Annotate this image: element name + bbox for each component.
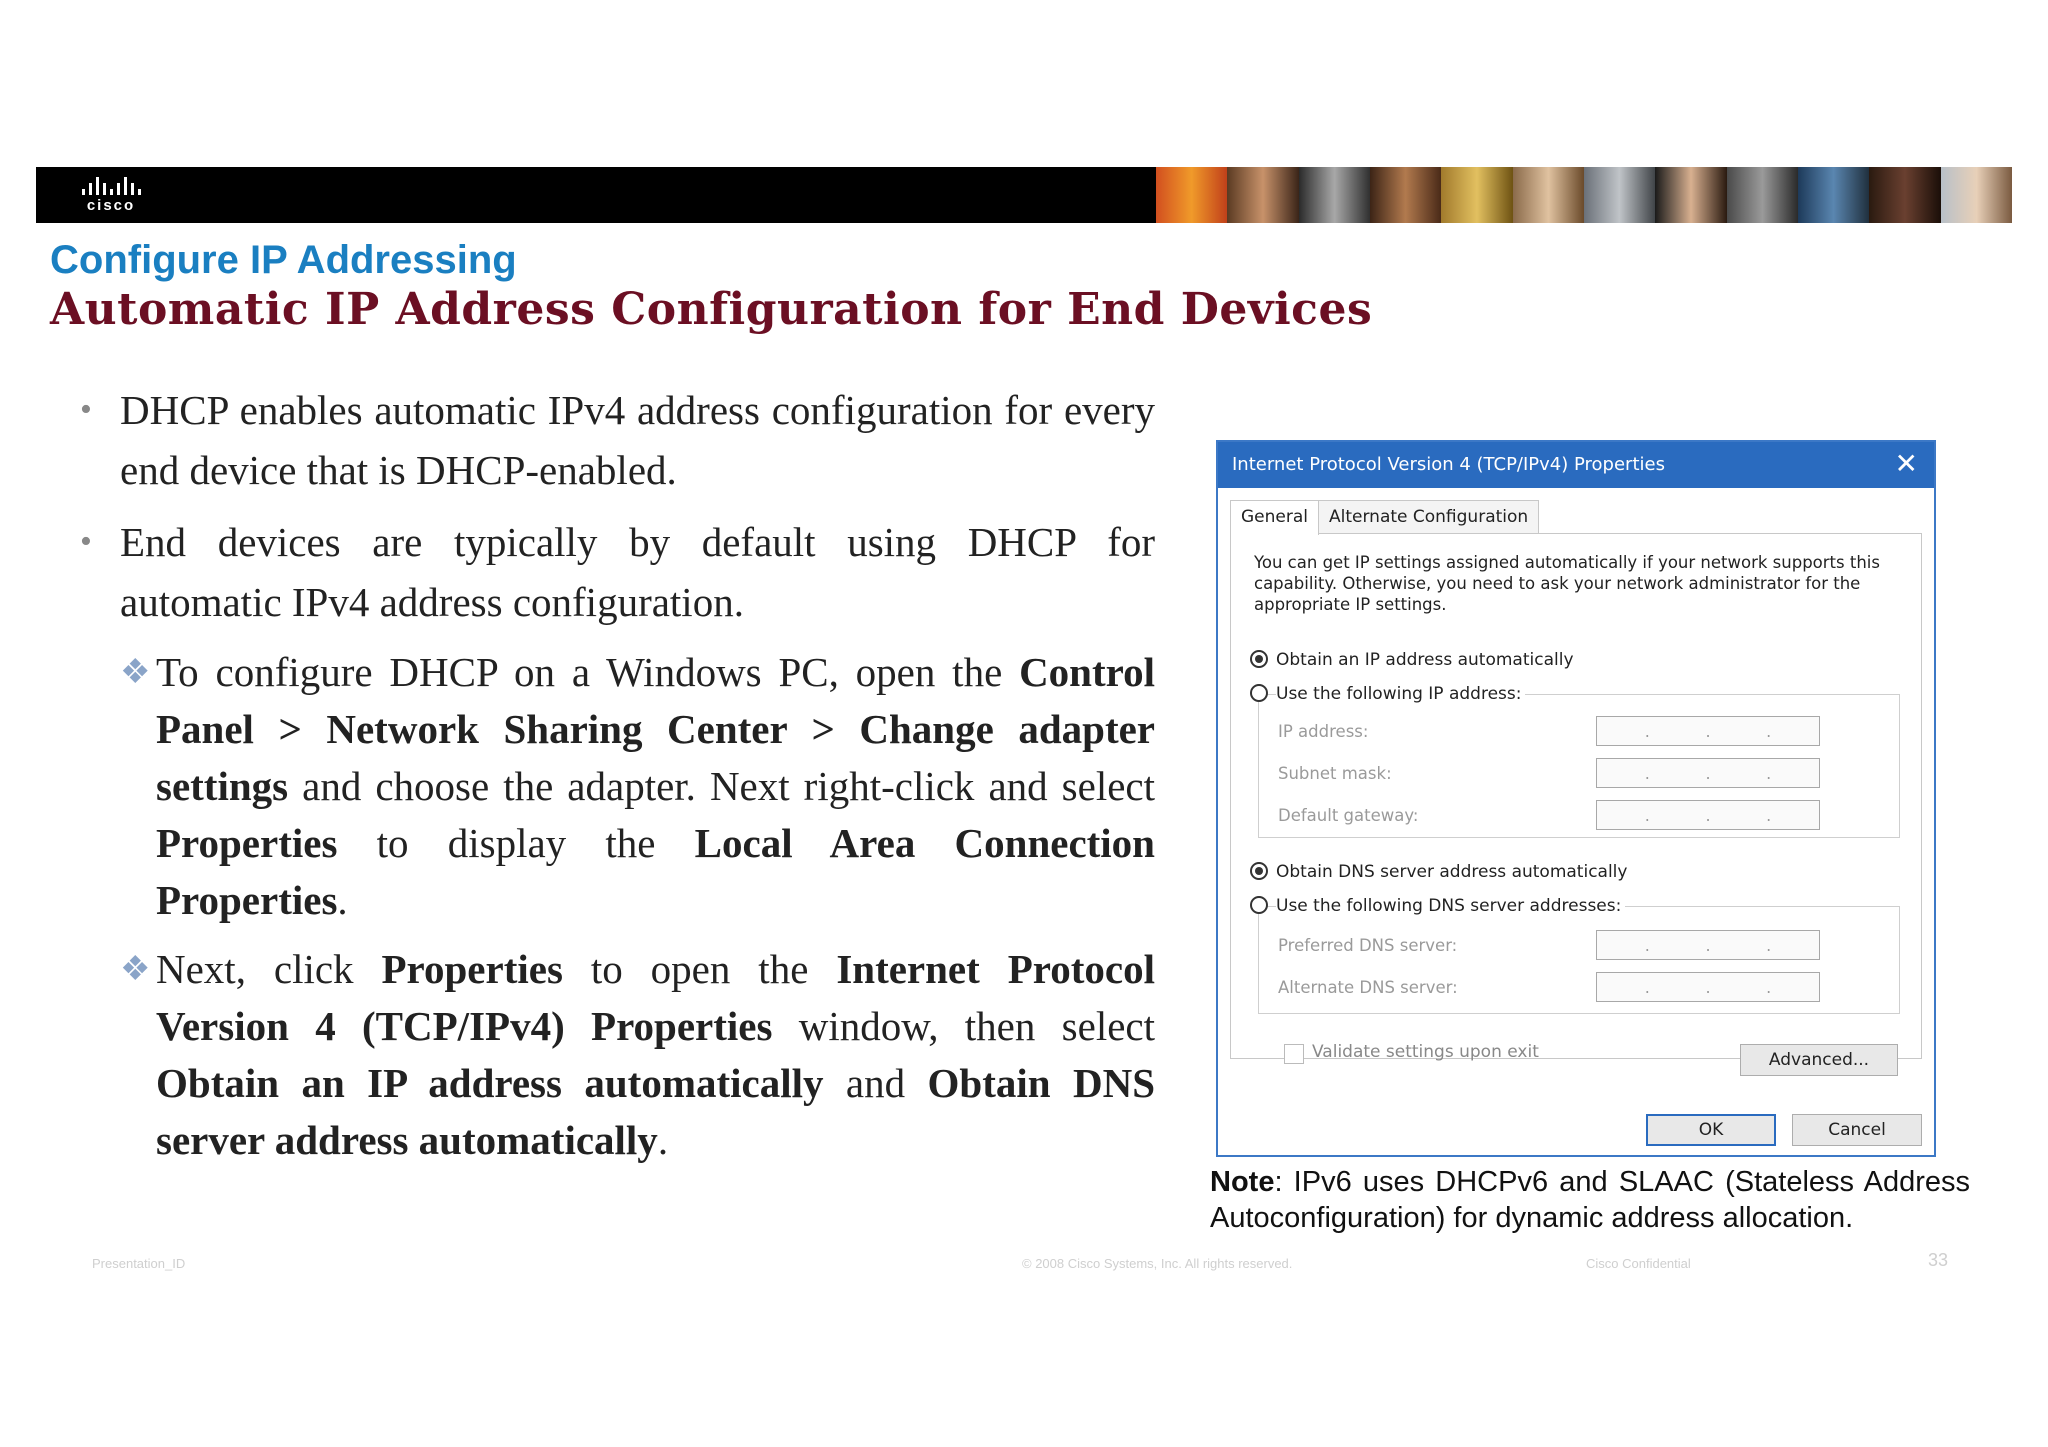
- radio-unchecked-icon[interactable]: [1250, 684, 1268, 702]
- slide-title: Automatic IP Address Configuration for End Devices: [50, 284, 1373, 335]
- radio-obtain-dns-auto[interactable]: Obtain DNS server address automatically: [1276, 860, 1627, 884]
- preferred-dns-label: Preferred DNS server:: [1278, 936, 1458, 955]
- ip-address-label: IP address:: [1278, 722, 1369, 741]
- ipv6-note: [1210, 1164, 1970, 1236]
- ipv4-properties-dialog: [1216, 440, 1936, 1157]
- bullet-dot-icon: •: [80, 391, 92, 428]
- bullet-item: [80, 380, 1155, 500]
- bullet-dot-icon: •: [80, 523, 92, 560]
- dialog-title: Internet Protocol Version 4 (TCP/IPv4) Properties: [1232, 454, 1665, 475]
- cisco-logo-text: cisco: [86, 197, 136, 214]
- footer-page-number: 33: [1928, 1250, 1949, 1270]
- radio-use-following-dns[interactable]: Use the following DNS server addresses:: [1276, 894, 1625, 918]
- slide-body: [80, 380, 1155, 1181]
- note-label: Note: [1210, 1166, 1275, 1198]
- radio-checked-icon[interactable]: [1250, 862, 1268, 880]
- radio-obtain-ip-auto[interactable]: Obtain an IP address automatically: [1276, 648, 1574, 672]
- default-gateway-label: Default gateway:: [1278, 806, 1419, 825]
- validate-checkbox-label: Validate settings upon exit: [1312, 1042, 1539, 1062]
- bullet-item: [80, 512, 1155, 632]
- radio-use-following-ip[interactable]: Use the following IP address:: [1276, 682, 1525, 706]
- subnet-mask-input[interactable]: . . .: [1596, 758, 1820, 788]
- diamond-bullet-icon: ❖: [120, 654, 151, 691]
- alternate-dns-input[interactable]: . . .: [1596, 972, 1820, 1002]
- sub-bullet-text: To configure DHCP on a Windows PC, open the Control Panel > Network Sharing Center > Change adapter settings and choose the adapter. Next right-click and select Properties to display the Local Area Connection Properties.: [156, 649, 1155, 923]
- bullet-text: DHCP enables automatic IPv4 address configuration for every end device that is DHCP-enabled.: [120, 387, 1155, 493]
- sub-bullet-item: [80, 644, 1155, 929]
- ok-button[interactable]: OK: [1646, 1114, 1776, 1146]
- bullet-text: End devices are typically by default using DHCP for automatic IPv4 address configuration.: [120, 519, 1155, 625]
- note-text: : IPv6 uses DHCPv6 and SLAAC (Stateless Address Autoconfiguration) for dynamic address allocation.: [1210, 1166, 1970, 1234]
- dialog-titlebar: [1218, 442, 1934, 488]
- banner-photo-strip: [1156, 167, 2012, 223]
- advanced-button[interactable]: Advanced...: [1740, 1044, 1898, 1076]
- ip-address-input[interactable]: . . .: [1596, 716, 1820, 746]
- tab-general[interactable]: General: [1230, 500, 1319, 535]
- cisco-logo: [66, 177, 156, 215]
- cisco-logo-bars-icon: [66, 177, 156, 195]
- close-icon[interactable]: ✕: [1894, 447, 1918, 480]
- subnet-mask-label: Subnet mask:: [1278, 764, 1392, 783]
- section-title: Configure IP Addressing: [50, 238, 517, 282]
- tab-alternate-configuration[interactable]: Alternate Configuration: [1318, 500, 1539, 533]
- dialog-description: You can get IP settings assigned automatically if your network supports this capability. Otherwise, you need to ask your network administrator for the appropriate IP settings.: [1254, 553, 1880, 614]
- radio-checked-icon[interactable]: [1250, 650, 1268, 668]
- footer-presentation-id: Presentation_ID: [92, 1256, 186, 1271]
- alternate-dns-label: Alternate DNS server:: [1278, 978, 1458, 997]
- sub-bullet-item: [80, 941, 1155, 1169]
- preferred-dns-input[interactable]: . . .: [1596, 930, 1820, 960]
- radio-unchecked-icon[interactable]: [1250, 896, 1268, 914]
- footer-confidential: Cisco Confidential: [1586, 1256, 1691, 1271]
- footer-copyright: © 2008 Cisco Systems, Inc. All rights reserved.: [1022, 1256, 1293, 1271]
- cancel-button[interactable]: Cancel: [1792, 1114, 1922, 1146]
- validate-checkbox[interactable]: [1284, 1044, 1304, 1064]
- default-gateway-input[interactable]: . . .: [1596, 800, 1820, 830]
- sub-bullet-text: Next, click Properties to open the Internet Protocol Version 4 (TCP/IPv4) Properties window, then select Obtain an IP address automatically and Obtain DNS server address automatically.: [156, 946, 1155, 1163]
- header-banner: [36, 167, 2012, 223]
- diamond-bullet-icon: ❖: [120, 951, 151, 988]
